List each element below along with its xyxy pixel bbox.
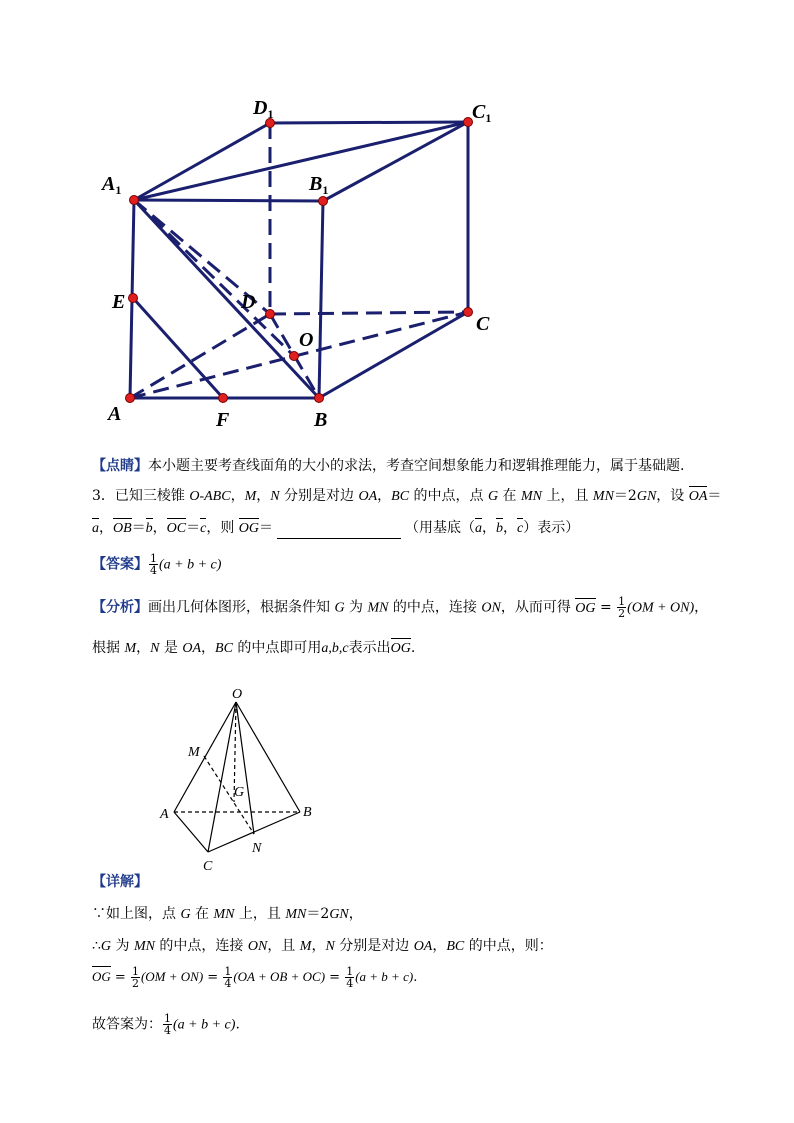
tet-label-a: A	[160, 807, 169, 822]
answer-blank	[277, 524, 401, 539]
point-b	[315, 394, 324, 403]
point-c	[464, 308, 473, 317]
label-d: D	[241, 291, 256, 313]
point-e	[129, 294, 138, 303]
point-b1	[319, 197, 328, 206]
detail-tag-line: 【详解】	[92, 874, 148, 890]
detail-line2: ∴G 为 MN 的中点，连接 ON，且 M，N 分别是对边 OA，BC 的中点，则：	[92, 938, 553, 954]
tet-label-n: N	[252, 841, 262, 856]
label-b: B	[314, 409, 328, 431]
analysis-line1: 【分析】画出几何体图形，根据条件知 G 为 MN 的中点，连接 ON，从而可得 OG = $\frac{1}{2}$ (OM + ON)，	[92, 595, 709, 620]
point-a	[126, 394, 135, 403]
tet-label-b: B	[303, 805, 312, 820]
tet-label-o: O	[232, 687, 243, 702]
answer-paragraph: 【答案】 $\frac{1}{4}$ (a + b + c)	[92, 552, 222, 577]
question-3-line2: a，OB＝b，OC＝c，则 OG＝ （用基底（a，b，c）表示）	[92, 518, 579, 539]
point-o	[290, 352, 299, 361]
detail-equation: OG = $\frac{1}{2}$ (OM + ON) = $\frac{1}{4}$ (OA + OB + OC) = $\frac{1}{4}$ (a + b + c).	[92, 965, 418, 990]
tetrahedron-figure	[150, 684, 330, 874]
note-tag: 【点睛】	[92, 458, 148, 474]
point-f	[219, 394, 228, 403]
analysis-line2: 根据 M，N 是 OA，BC 的中点即可用a,b,c表示出OG.	[92, 638, 415, 659]
label-b1: $B_1$	[309, 173, 329, 197]
point-d	[266, 310, 275, 319]
label-d1: $D_1$	[253, 97, 274, 121]
note-paragraph	[92, 456, 684, 476]
cube-figure	[90, 90, 510, 440]
note-text: 本小题主要考查线面角的大小的求法，考查空间想象能力和逻辑推理能力，属于基础题.	[148, 458, 685, 474]
vector-oa: OA	[689, 487, 708, 507]
final-answer-line: 故答案为： $\frac{1}{4}$ (a + b + c).	[92, 1012, 240, 1037]
tet-label-m: M	[188, 745, 200, 760]
detail-line1: ∵如上图，点 G 在 MN 上，且 MN＝2GN，	[92, 906, 363, 922]
label-c: C	[476, 313, 490, 335]
label-c1: $C_1$	[472, 101, 492, 125]
label-f: F	[216, 409, 230, 431]
label-a: A	[108, 403, 122, 425]
tet-label-c: C	[203, 859, 213, 874]
question-3-line1: 3．已知三棱锥 O-ABC，M，N 分别是对边 OA，BC 的中点，点 G 在 MN 上，且 MN＝2GN，设 OA＝	[92, 486, 721, 507]
label-a1: $A_1$	[102, 173, 122, 197]
tet-label-g: G	[234, 785, 245, 800]
label-e: E	[112, 291, 126, 313]
label-o: O	[299, 329, 314, 351]
point-a1	[130, 196, 139, 205]
